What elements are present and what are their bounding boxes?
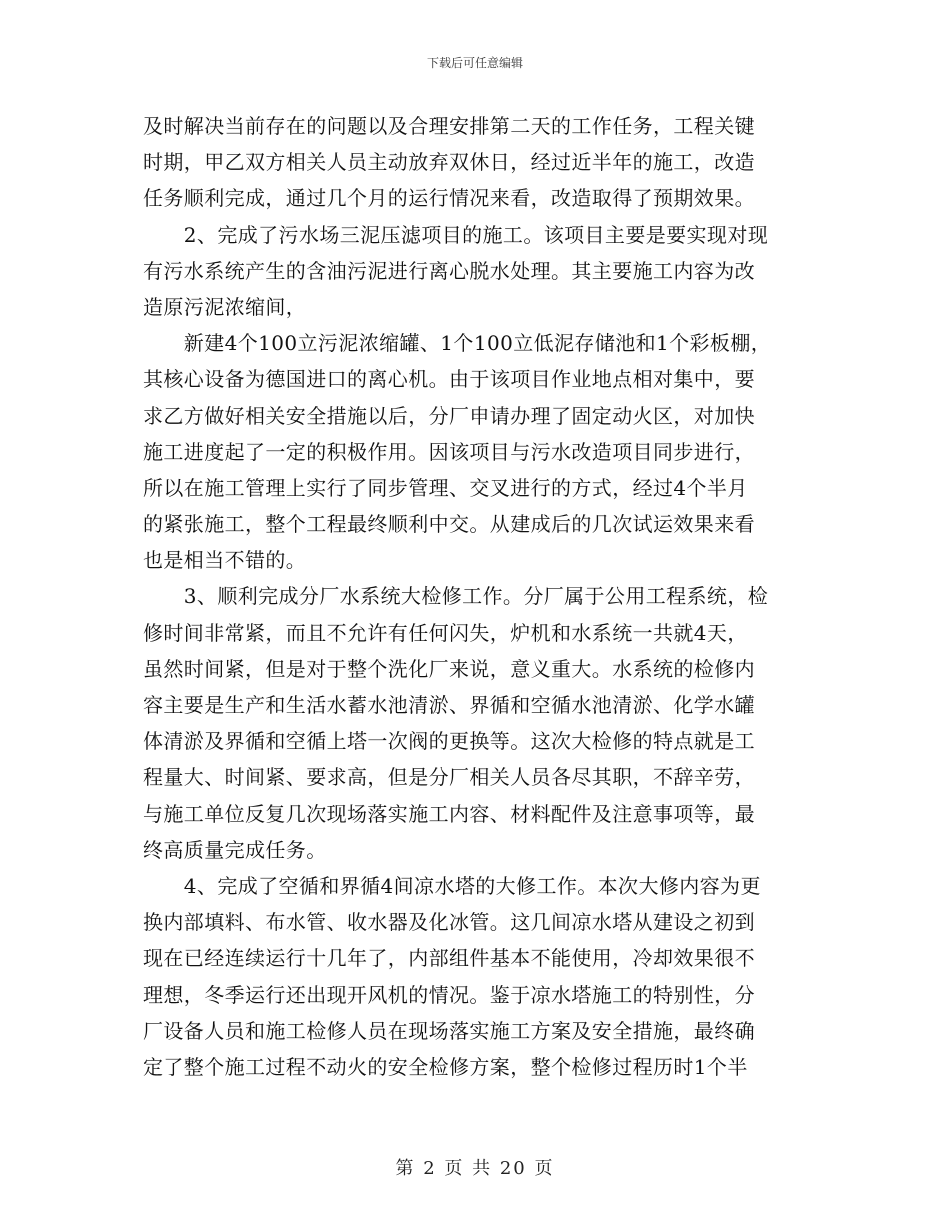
text-line: 修时间非常紧，而且不允许有任何闪失，炉机和水系统一共就4天， [143, 620, 748, 645]
text-line: 虽然时间紧，但是对于整个洗化厂来说，意义重大。水系统的检修内 [143, 656, 755, 681]
text-line: 所以在施工管理上实行了同步管理、交叉进行的方式，经过4个半月 [143, 475, 748, 500]
text-line: 换内部填料、布水管、收水器及化冰管。这几间凉水塔从建设之初到 [143, 910, 755, 935]
text-line: 施工进度起了一定的积极作用。因该项目与污水改造项目同步进行， [143, 439, 755, 464]
text-line: 任务顺利完成，通过几个月的运行情况来看，改造取得了预期效果。 [143, 186, 755, 211]
text-line: 理想，冬季运行还出现开风机的情况。鉴于凉水塔施工的特别性，分 [143, 982, 755, 1007]
text-line: 容主要是生产和生活水蓄水池清淤、界循和空循水池清淤、化学水罐 [143, 693, 755, 717]
text-line: 时期，甲乙双方相关人员主动放弃双休日，经过近半年的施工，改造 [143, 150, 755, 175]
text-line: 及时解决当前存在的问题以及合理安排第二天的工作任务，工程关键 [143, 114, 755, 138]
text-line: 4、完成了空循和界循4间凉水塔的大修工作。本次大修内容为更 [143, 873, 761, 898]
text-line: 3、顺利完成分厂水系统大检修工作。分厂属于公用工程系统，检 [143, 584, 769, 609]
page-header: 下载后可任意编辑 [426, 56, 523, 70]
text-line: 新建4个100立污泥浓缩罐、1个100立低泥存储池和1个彩板棚， [143, 331, 772, 356]
text-line: 定了整个施工过程不动火的安全检修方案，整个检修过程历时1个半 [143, 1054, 748, 1079]
text-line: 体清淤及界循和空循上塔一次阀的更换等。这次大检修的特点就是工 [143, 729, 755, 754]
text-line: 现在已经连续运行十几年了，内部组件基本不能使用，冷却效果很不 [143, 946, 755, 971]
page-number-footer: 第 2 页 共 20 页 [395, 1158, 555, 1179]
text-line: 其核心设备为德国进口的离心机。由于该项目作业地点相对集中，要 [143, 367, 755, 392]
text-line: 程量大、时间紧、要求高，但是分厂相关人员各尽其职，不辞辛劳， [143, 765, 755, 790]
text-line: 也是相当不错的。 [143, 548, 307, 573]
text-line: 造原污泥浓缩间， [143, 294, 307, 319]
text-line: 2、完成了污水场三泥压滤项目的施工。该项目主要是要实现对现 [143, 222, 769, 247]
text-line: 求乙方做好相关安全措施以后，分厂申请办理了固定动火区，对加快 [143, 403, 755, 428]
text-line: 与施工单位反复几次现场落实施工内容、材料配件及注意事项等，最 [143, 801, 755, 826]
text-line: 的紧张施工，整个工程最终顺利中交。从建成后的几次试运效果来看 [143, 512, 755, 537]
text-line: 终高质量完成任务。 [143, 837, 327, 862]
text-line: 厂设备人员和施工检修人员在现场落实施工方案及安全措施，最终确 [143, 1018, 755, 1043]
text-line: 有污水系统产生的含油污泥进行离心脱水处理。其主要施工内容为改 [143, 258, 755, 283]
body-text [143, 108, 811, 1085]
